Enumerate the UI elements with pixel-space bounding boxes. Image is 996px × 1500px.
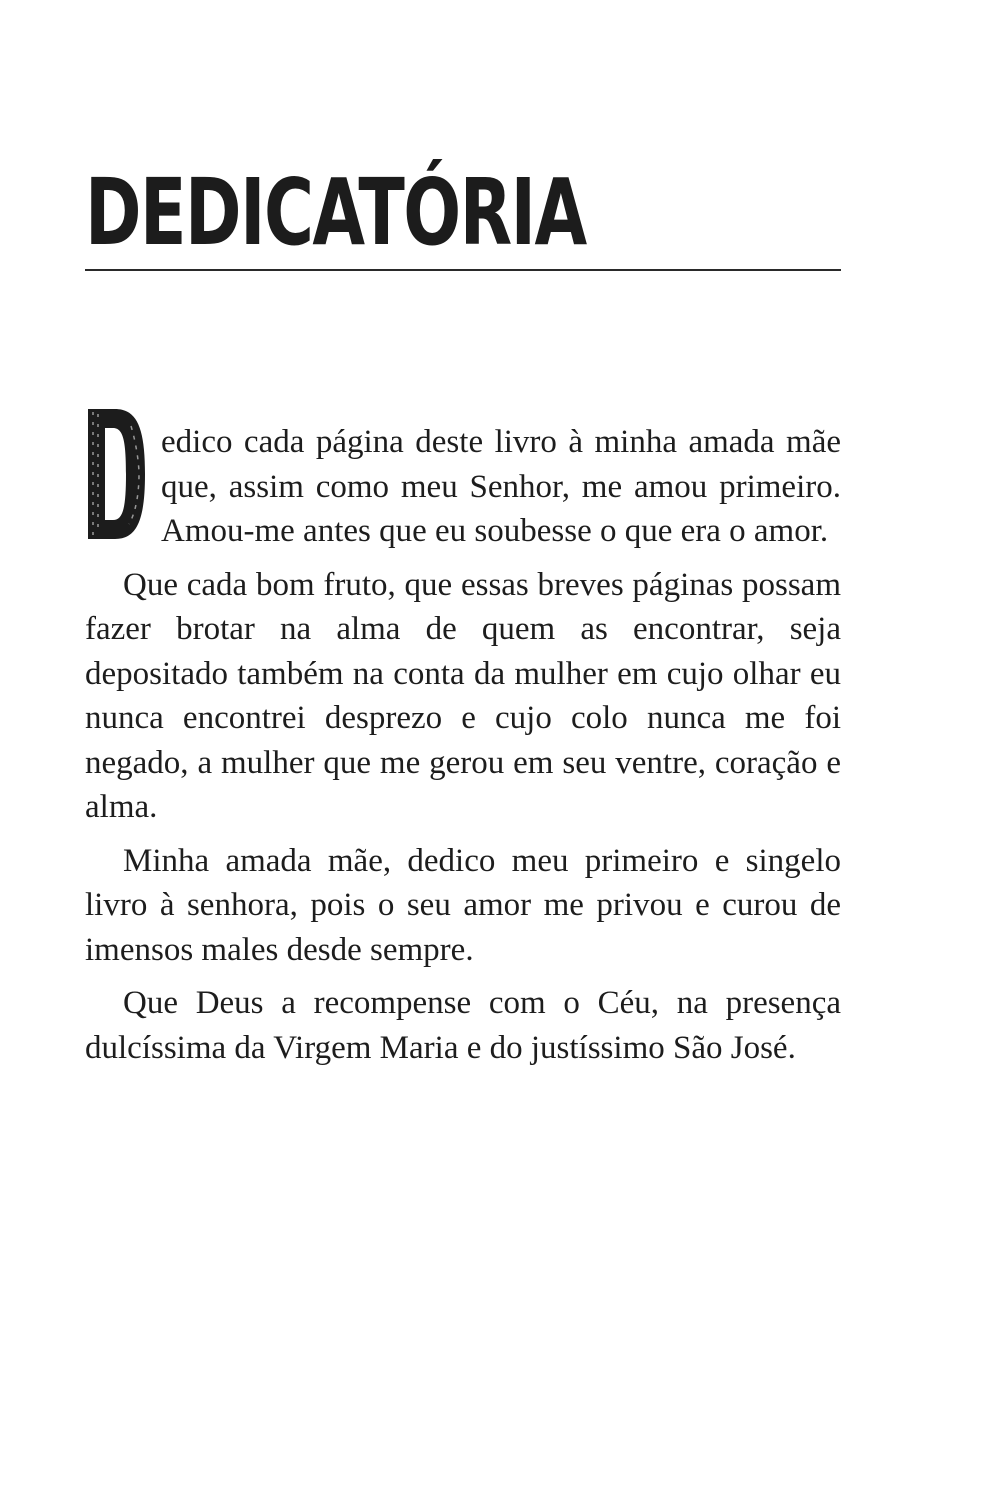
page-title: DEDICATÓRIA: [85, 159, 586, 266]
title-rule: [85, 269, 841, 271]
paragraph-3: Minha amada mãe, dedico meu primeiro e singelo livro à senhora, pois o seu amor me privou e curou de imensos males desde sempre.: [85, 842, 841, 968]
paragraph-4: Que Deus a recompense com o Céu, na presença dulcíssima da Virgem Maria e do justíssimo São José.: [85, 985, 841, 1066]
page: [85, 0, 841, 1500]
drop-cap-d-icon: [85, 406, 147, 542]
drop-cap: [85, 406, 147, 542]
paragraph-2: Que cada bom fruto, que essas breves páginas possam fazer brotar na alma de quem as encontrar, seja depositado também na conta da mulher em cujo olhar eu nunca encontrei desprezo e cujo colo nunca me foi negado, a mulher que me gerou em seu ventre, coração e alma.: [85, 566, 841, 825]
paragraph-1: [85, 420, 841, 554]
dedication-body: [85, 420, 841, 1079]
paragraph-1-text: edico cada página deste livro à minha amada mãe que, assim como meu Senhor, me amou primeiro. Amou-me antes que eu soubesse o que era o amor.: [161, 424, 841, 549]
